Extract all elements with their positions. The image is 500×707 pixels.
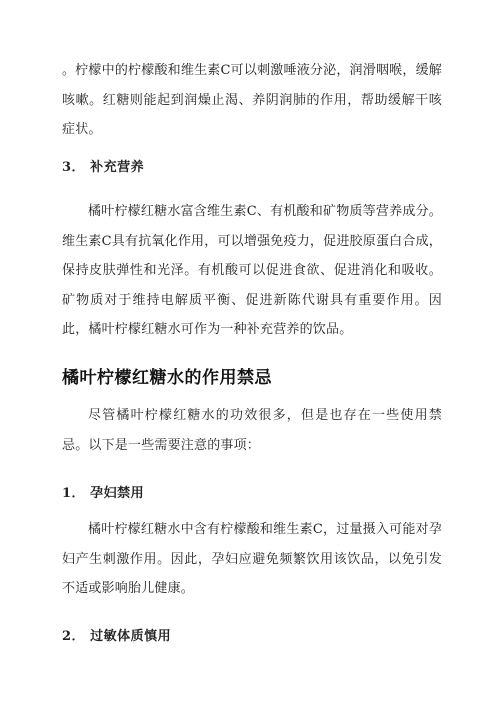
section-title-contraindications: 橘叶柠檬红糖水的作用禁忌 <box>62 368 272 388</box>
paragraph-contraindications-intro: 尽管橘叶柠檬红糖水的功效很多，但是也存在一些使用禁忌。以下是一些需要注意的事项： <box>62 408 442 453</box>
paragraph-pregnancy: 橘叶柠檬红糖水中含有柠檬酸和维生素C，过量摄入可能对孕妇产生刺激作用。因此，孕妇应避免频繁饮用该饮品，以免引发不适或影响胎儿健康。 <box>62 522 442 596</box>
heading-pregnancy: 1． 孕妇禁用 <box>62 486 145 501</box>
paragraph-nutrition: 橘叶柠檬红糖水富含维生素C、有机酸和矿物质等营养成分。维生素C具有抗氧化作用，可以增强免疫力，促进胶原蛋白合成，保持皮肤弹性和光泽。有机酸可以促进食欲、促进消化和吸收。矿物质对于维持电解质平衡、促进新陈代谢具有重要作用。因此，橘叶柠檬红糖水可作为一种补充营养的饮品。 <box>62 204 442 337</box>
paragraph-cough-relief: 。柠檬中的柠檬酸和维生素C可以刺激唾液分泌，润滑咽喉，缓解咳嗽。红糖则能起到润燥止渴、养阴润肺的作用，帮助缓解干咳症状。 <box>62 63 442 137</box>
heading-allergy: 2． 过敏体质慎用 <box>62 629 172 644</box>
heading-nutrition: 3． 补充营养 <box>62 160 145 175</box>
